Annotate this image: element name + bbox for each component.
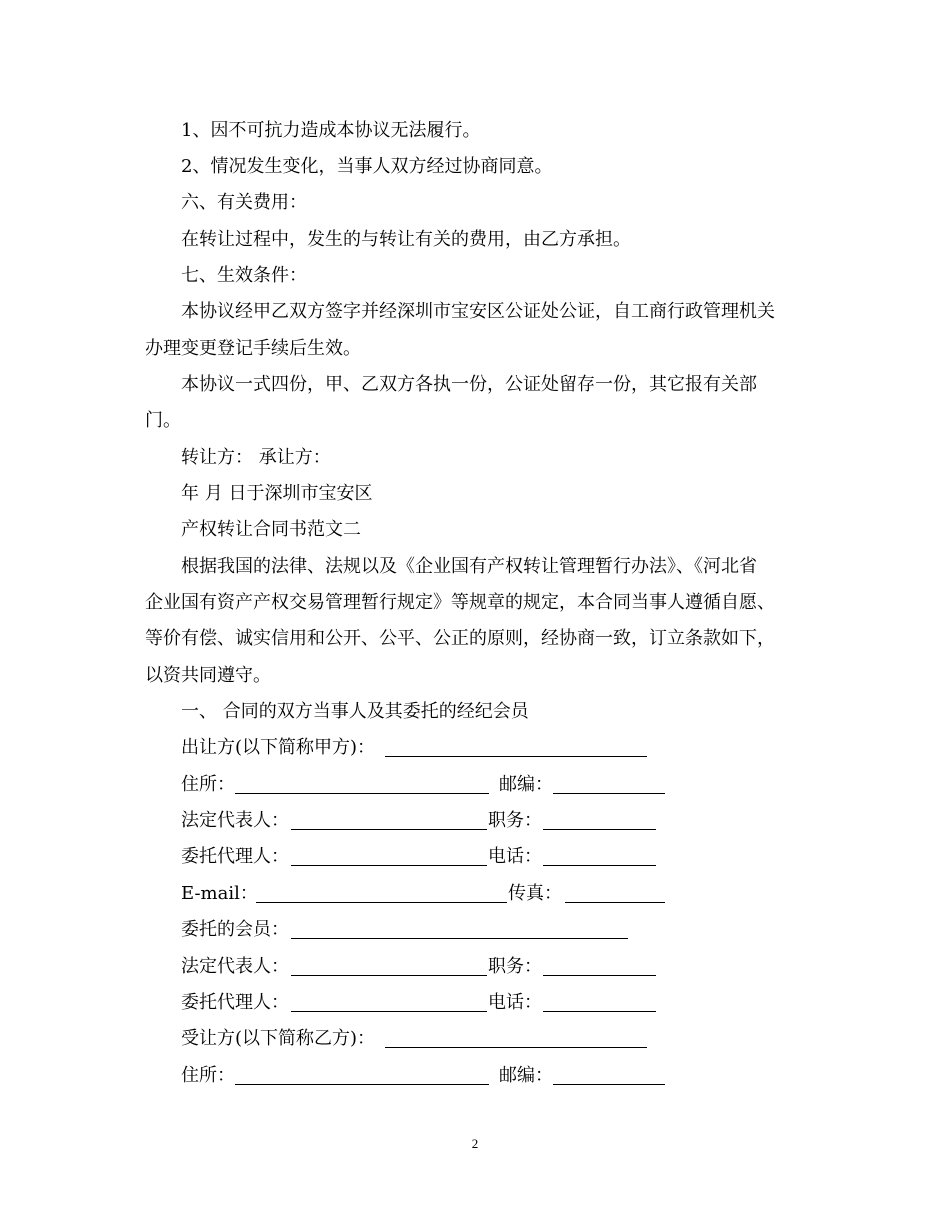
agent-label-2: 委托代理人：	[181, 992, 289, 1013]
clause-copies-line-2: 门。	[145, 410, 181, 431]
postcode-blank-1	[553, 793, 665, 794]
clause-copies-line-1: 本协议一式四份，甲、乙双方各执一份，公证处留存一份，其它报有关部	[181, 374, 757, 395]
legal-rep-blank-2	[291, 975, 487, 976]
transferee-label: 受让方(以下简称乙方)：	[181, 1028, 376, 1049]
agent-blank-2	[291, 1011, 487, 1012]
legal-rep-label-1: 法定代表人：	[181, 810, 289, 831]
clause-effect-line-1: 本协议经甲乙双方签字并经深圳市宝安区公证处公证，自工商行政管理机关	[181, 301, 775, 322]
phone-label-2: 电话：	[488, 992, 542, 1013]
postcode-label-1: 邮编：	[499, 774, 553, 795]
clause-fees: 在转让过程中，发生的与转让有关的费用，由乙方承担。	[181, 229, 631, 250]
address-blank-2	[235, 1084, 489, 1085]
section-heading-parties: 一、 合同的双方当事人及其委托的经纪会员	[181, 701, 529, 722]
address-label-2: 住所：	[181, 1065, 235, 1086]
phone-blank-2	[543, 1011, 656, 1012]
position-blank-1	[543, 829, 656, 830]
agent-label-1: 委托代理人：	[181, 846, 289, 867]
signature-parties: 转让方： 承让方：	[181, 447, 331, 468]
transferor-blank	[385, 756, 647, 757]
email-blank	[256, 902, 507, 903]
position-label-1: 职务：	[488, 810, 542, 831]
signature-date-place: 年 月 日于深圳市宝安区	[181, 483, 373, 504]
fax-label: 传真：	[508, 883, 562, 904]
clause-force-majeure: 1、因不可抗力造成本协议无法履行。	[181, 120, 481, 141]
email-label: E-mail：	[181, 883, 258, 904]
clause-effect-line-2: 办理变更登记手续后生效。	[145, 338, 361, 359]
fax-blank	[565, 902, 665, 903]
transferor-label: 出让方(以下简称甲方)：	[181, 737, 376, 758]
agent-blank-1	[291, 865, 487, 866]
position-blank-2	[543, 975, 656, 976]
preamble-line-4: 以资共同遵守。	[145, 665, 271, 686]
preamble-line-1: 根据我国的法律、法规以及《企业国有产权转让管理暂行办法》、《河北省	[181, 556, 757, 577]
preamble-line-3: 等价有偿、诚实信用和公开、公平、公正的原则，经协商一致，订立条款如下，	[145, 628, 775, 649]
address-blank-1	[235, 793, 489, 794]
postcode-blank-2	[553, 1084, 665, 1085]
legal-rep-label-2: 法定代表人：	[181, 956, 289, 977]
clause-circumstance-change: 2、情况发生变化，当事人双方经过协商同意。	[181, 156, 553, 177]
phone-label-1: 电话：	[488, 846, 542, 867]
transferee-blank	[385, 1047, 647, 1048]
phone-blank-1	[543, 865, 656, 866]
legal-rep-blank-1	[291, 829, 487, 830]
member-blank	[291, 938, 628, 939]
position-label-2: 职务：	[488, 956, 542, 977]
section-heading-fees: 六、有关费用：	[181, 192, 307, 213]
member-label: 委托的会员：	[181, 919, 289, 940]
page-number: 2	[471, 1136, 479, 1151]
document-subtitle: 产权转让合同书范文二	[181, 519, 361, 540]
postcode-label-2: 邮编：	[499, 1065, 553, 1086]
address-label-1: 住所：	[181, 774, 235, 795]
preamble-line-2: 企业国有资产产权交易管理暂行规定》等规章的规定，本合同当事人遵循自愿、	[145, 592, 775, 613]
section-heading-effect: 七、生效条件：	[181, 265, 307, 286]
